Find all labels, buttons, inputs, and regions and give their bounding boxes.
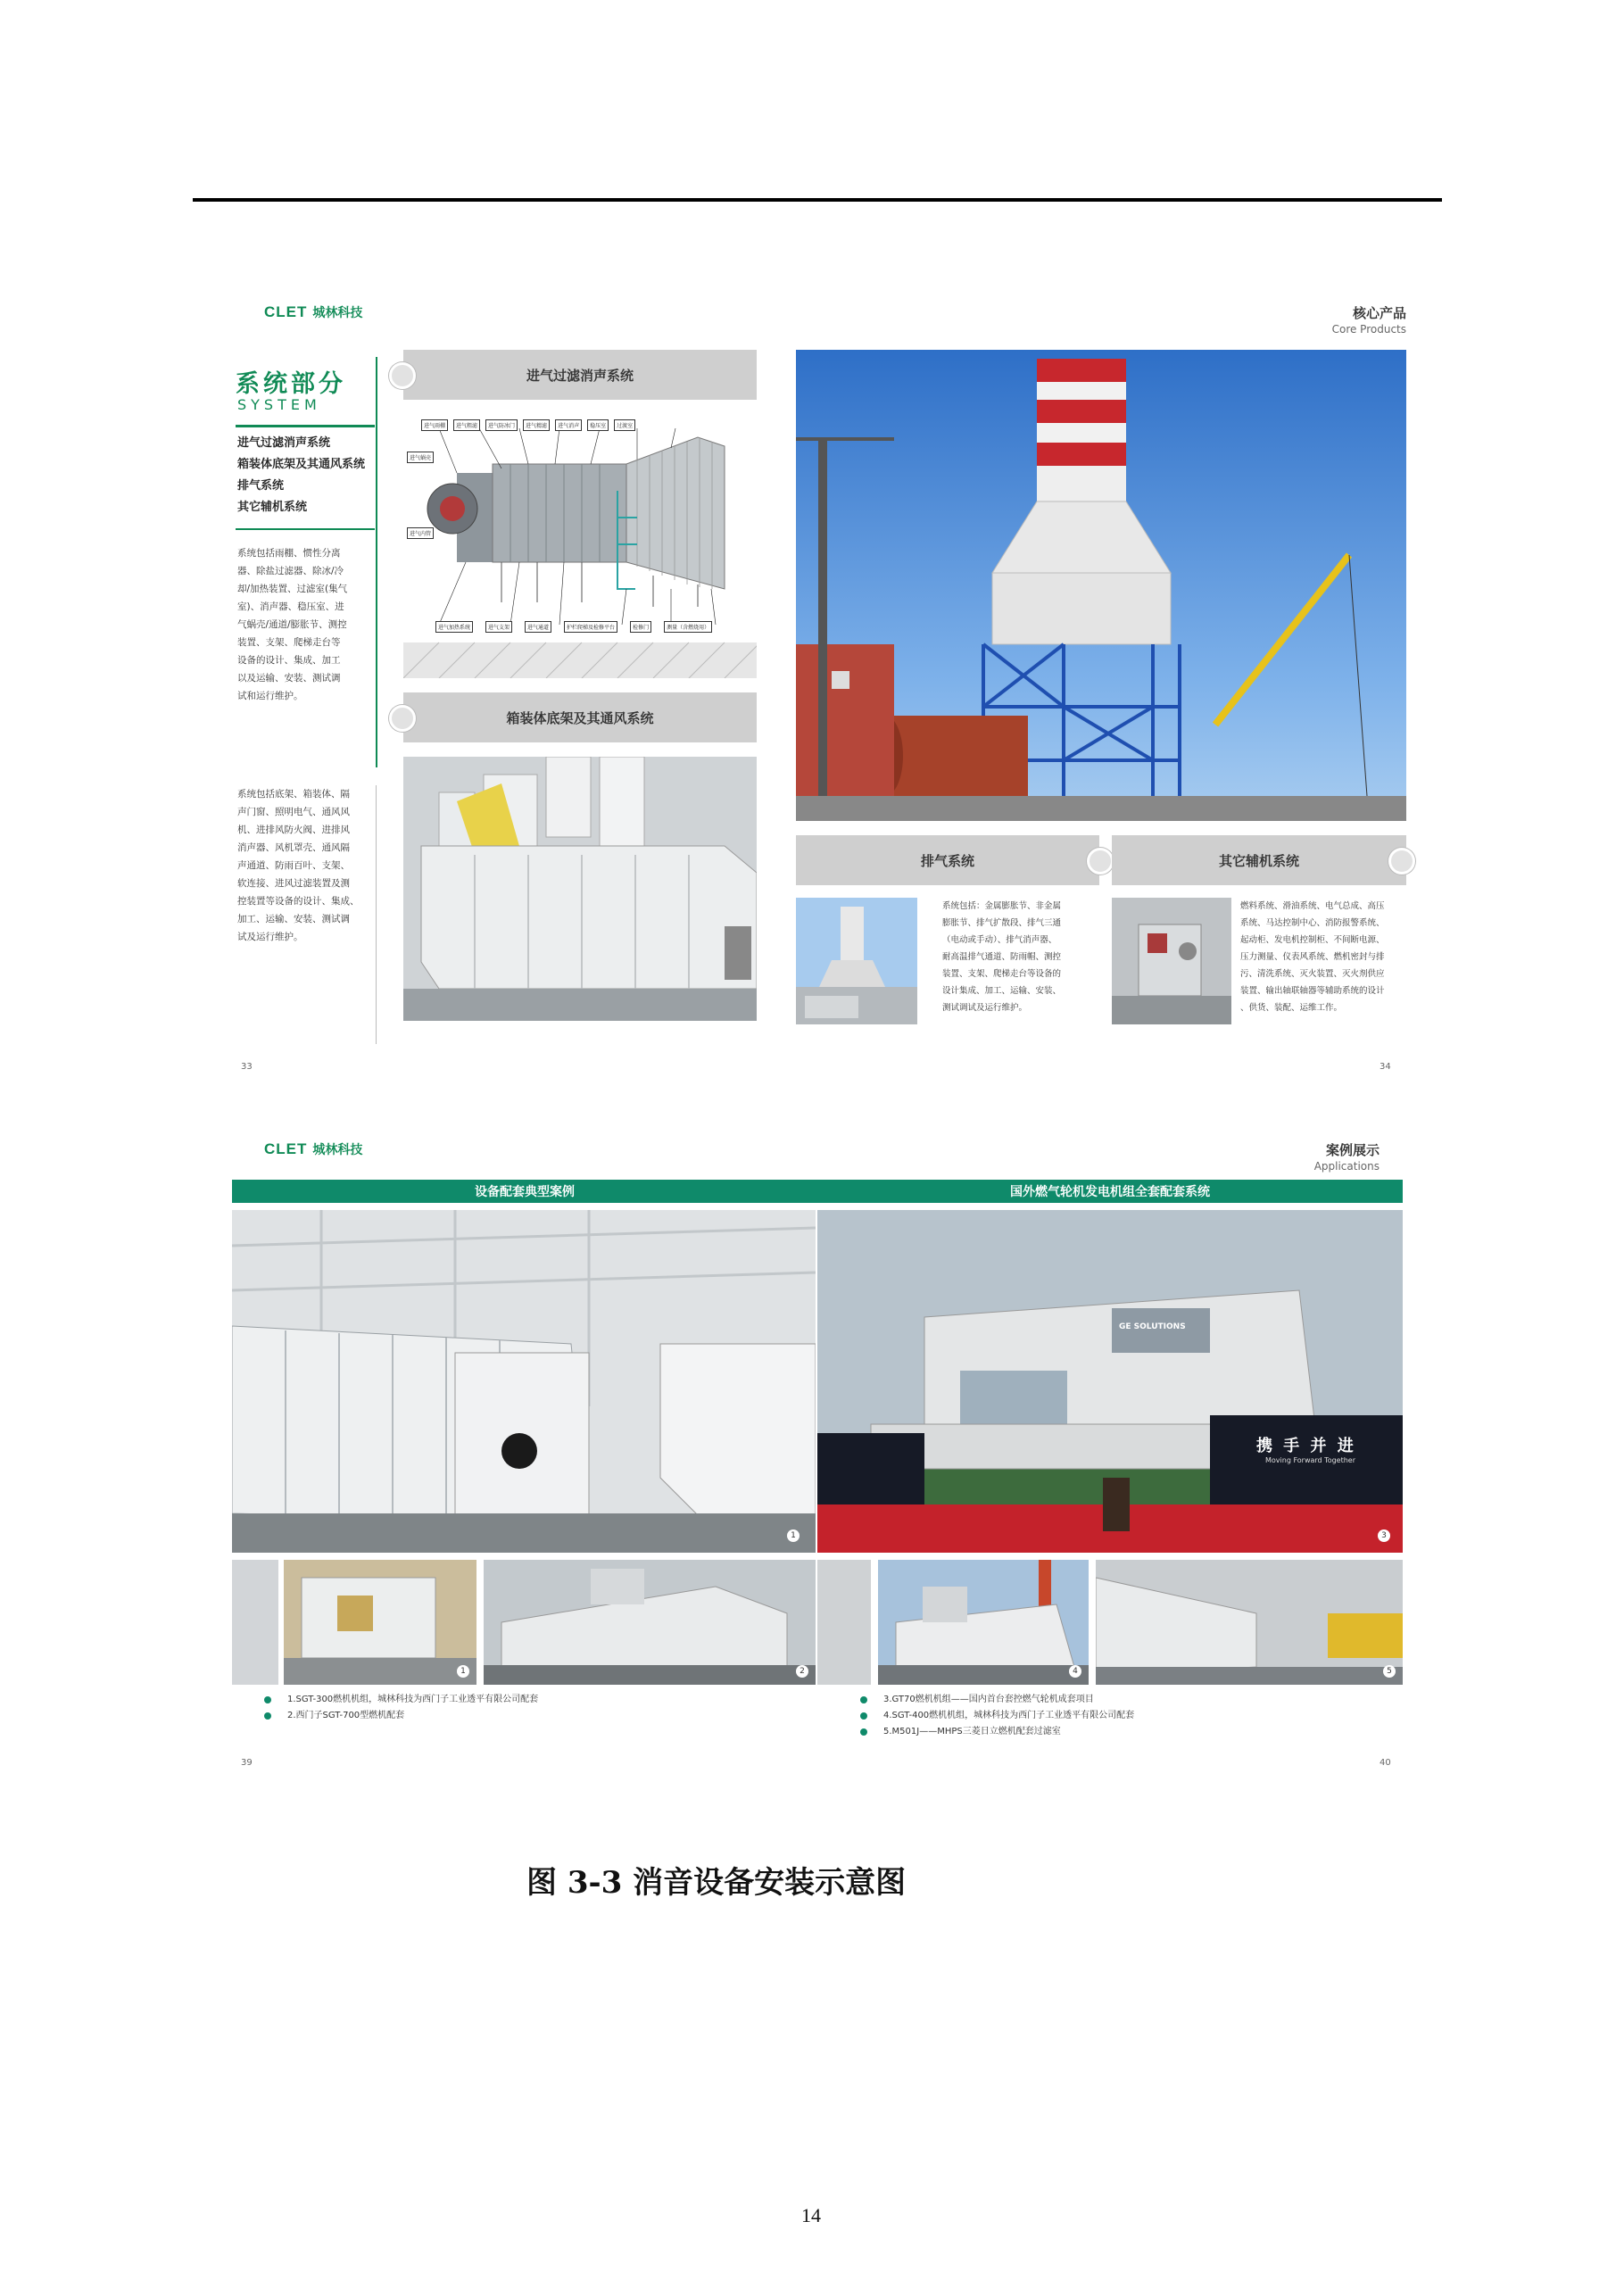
event-backdrop-title: 携 手 并 进 <box>1256 1437 1356 1455</box>
text-line: 系统、马达控制中心、消防报警系统、 <box>1240 918 1385 928</box>
band-intake-system <box>403 350 757 400</box>
caption-text: 1.SGT-300燃机机组，城林科技为西门子工业透平有限公司配套 <box>287 1695 539 1704</box>
logo-name: 城林科技 <box>312 1142 363 1156</box>
enclosure-description <box>237 785 371 946</box>
event-backdrop-subtitle: Moving Forward Together <box>1265 1456 1355 1464</box>
text-line: 试及运行维护。 <box>237 932 303 942</box>
exhaust-stack-drawing <box>796 350 1406 821</box>
band-label: 进气过滤消声系统 <box>526 367 634 384</box>
company-logo <box>264 1140 362 1158</box>
diagram-label: 进气雨棚 <box>421 419 448 431</box>
text-line: 却/加热装置、过滤室(集气 <box>237 584 348 594</box>
bullet-icon <box>264 1712 271 1720</box>
band-dot <box>389 362 416 389</box>
text-line: 控装置等设备的设计、集成、 <box>237 896 360 907</box>
text-line: 压力测量、仪表风系统、燃机密封与排 <box>1240 952 1385 962</box>
header-rule <box>193 198 1442 202</box>
diagram-labels-top <box>421 419 757 431</box>
captions-left <box>264 1692 764 1724</box>
caption-text: 4.SGT-400燃机机组，城林科技为西门子工业透平有限公司配套 <box>883 1711 1135 1720</box>
photo-number: 1 <box>787 1529 800 1542</box>
menu-item-aux: 其它辅机系统 <box>237 501 308 514</box>
text-line: 消声器、风机罩壳、通风隔 <box>237 842 350 853</box>
bar-overseas-systems <box>817 1180 1403 1203</box>
text-line: 系统包括雨棚、惯性分离 <box>237 548 341 559</box>
system-title: 系统部分 <box>236 370 346 398</box>
text-line: 装置、支架、爬梯走台等 <box>237 637 341 648</box>
brochure-spread-applications <box>228 1133 1406 1776</box>
exhaust-photo <box>796 898 917 1024</box>
exhaust-description <box>942 898 1103 1016</box>
bullet-icon <box>860 1696 867 1703</box>
divider <box>236 425 375 427</box>
company-logo <box>264 303 362 321</box>
text-line: 室)、消声器、稳压室、进 <box>237 601 344 612</box>
case-photo-3 <box>817 1210 1403 1553</box>
case-photo-4 <box>878 1560 1089 1685</box>
menu-item-enclosure: 箱装体底架及其通风系统 <box>237 458 366 471</box>
divider-vertical <box>376 785 377 1044</box>
diagram-labels-left <box>407 452 434 539</box>
diagram-label: 进气支架 <box>485 621 512 633</box>
diagram-label: 进气消声 <box>555 419 582 431</box>
bullet-icon <box>860 1712 867 1720</box>
diagram-label: 进气粗滤 <box>453 419 480 431</box>
caption-text: 3.GT70燃机机组——国内首台套控燃气轮机成套项目 <box>883 1695 1094 1704</box>
case-photo-4-drawing <box>878 1560 1089 1685</box>
band-dot <box>389 705 416 732</box>
enclosure-photo <box>403 757 757 1021</box>
band-dot <box>1388 848 1415 874</box>
intake-diagram <box>403 410 757 678</box>
bullet-icon <box>860 1728 867 1736</box>
figure-caption: 图 3-3 消音设备安装示意图 <box>526 1865 907 1901</box>
band-aux-system <box>1112 835 1406 885</box>
intake-description <box>237 544 371 705</box>
case-photo-3b <box>817 1560 871 1685</box>
caption-row <box>860 1708 1396 1724</box>
aux-photo-drawing <box>1112 898 1231 1024</box>
text-line: 测试调试及运行维护。 <box>942 1003 1028 1013</box>
text-line: 、供货、装配、运维工作。 <box>1240 1003 1343 1013</box>
text-line: 器、除盐过滤器、除冰/冷 <box>237 566 344 576</box>
case-photo-1b <box>284 1560 476 1685</box>
diagram-label: 进气通道 <box>525 621 551 633</box>
strip-gray-left <box>232 1560 278 1685</box>
text-line: 膨胀节、排气扩散段、排气三通 <box>942 918 1062 928</box>
diagram-label: 检修门 <box>630 621 651 633</box>
text-line: （电动或手动）、排气消声器、 <box>942 935 1057 945</box>
text-line: 以及运输、安装、测试调 <box>237 673 341 684</box>
text-line: 污、清洗系统、灭火装置、灭火剂供应 <box>1240 969 1385 979</box>
ge-solutions-sign: GE SOLUTIONS <box>1119 1322 1186 1331</box>
caption-row <box>860 1724 1396 1740</box>
captions-right <box>860 1692 1396 1740</box>
diagram-label: 护栏爬梯及检修平台 <box>564 621 617 633</box>
diagram-label: 过渡室 <box>614 419 635 431</box>
caption-text: 5.M501J——MHPS三菱日立燃机配套过滤室 <box>883 1727 1061 1737</box>
text-line: 设备的设计、集成、加工 <box>237 655 341 666</box>
case-photo-5-drawing <box>1096 1560 1403 1685</box>
text-line: 起动柜、发电机控制柜、不间断电源、 <box>1240 935 1385 945</box>
case-photo-5 <box>1096 1560 1403 1685</box>
page-number: 14 <box>801 2204 821 2226</box>
caption-row <box>264 1692 764 1708</box>
text-line: 系统包括底架、箱装体、隔 <box>237 789 350 800</box>
menu-item-exhaust: 排气系统 <box>237 479 285 493</box>
case-photo-1-drawing <box>232 1210 816 1553</box>
diagram-label: 进气加热系统 <box>435 621 473 633</box>
system-menu <box>237 433 380 518</box>
text-line: 装置、输出轴联轴器等辅助系统的设计 <box>1240 986 1385 996</box>
text-line: 装置、支架、爬梯走台等设备的 <box>942 969 1062 979</box>
text-line: 加工、运输、安装、测试调 <box>237 914 350 924</box>
diagram-label: 进气内管 <box>407 527 434 539</box>
bullet-icon <box>264 1696 271 1703</box>
divider <box>236 528 375 530</box>
text-line: 耐高温排气通道、防雨帽、测控 <box>942 952 1062 962</box>
menu-item-intake: 进气过滤消声系统 <box>237 436 331 450</box>
photo-number: 4 <box>1069 1665 1081 1678</box>
exhaust-stack-photo <box>796 350 1406 821</box>
section-header-cn: 案例展示 <box>1325 1142 1380 1158</box>
logo-name: 城林科技 <box>312 305 363 319</box>
photo-number: 1 <box>457 1665 469 1678</box>
text-line: 声门窗、照明电气、通风风 <box>237 807 350 817</box>
case-photo-1 <box>232 1210 816 1553</box>
band-label: 排气系统 <box>920 852 974 869</box>
page-number-right: 40 <box>1380 1758 1391 1768</box>
logo-mark: CLET <box>264 303 308 320</box>
case-photo-2-drawing <box>484 1560 816 1685</box>
system-title-en: SYSTEM <box>237 396 321 413</box>
band-label: 其它辅机系统 <box>1218 852 1299 869</box>
band-dot <box>1087 848 1114 874</box>
text-line: 系统包括：金属膨胀节、非金属 <box>942 901 1062 911</box>
text-line: 机、进排风防火阀、进排风 <box>237 825 350 835</box>
photo-number: 2 <box>796 1665 808 1678</box>
band-exhaust-system <box>796 835 1099 885</box>
caption-row <box>264 1708 764 1724</box>
band-enclosure-system <box>403 692 757 742</box>
diagram-label: 进气防冰门 <box>485 419 518 431</box>
bar-label: 设备配套典型案例 <box>475 1185 575 1199</box>
page-number-left: 33 <box>241 1062 253 1072</box>
exhaust-photo-drawing <box>796 898 917 1024</box>
bar-typical-cases <box>232 1180 817 1203</box>
case-photo-3-drawing <box>817 1210 1403 1553</box>
case-photo-1b-drawing <box>284 1560 476 1685</box>
diagram-label: 稳压室 <box>587 419 609 431</box>
page-number-right: 34 <box>1380 1062 1391 1072</box>
page-number-left: 39 <box>241 1758 253 1768</box>
section-header-cn: 核心产品 <box>1352 305 1406 321</box>
caption-row <box>860 1692 1396 1708</box>
photo-number: 3 <box>1378 1529 1390 1542</box>
text-line: 设计集成、加工、运输、安装、 <box>942 986 1062 996</box>
aux-description <box>1240 898 1406 1016</box>
text-line: 声通道、防雨百叶、支架、 <box>237 860 350 871</box>
diagram-label: 进气蜗壳 <box>407 452 434 463</box>
intake-diagram-drawing <box>403 410 757 678</box>
diagram-label: 测量（含燃烧用） <box>664 621 712 633</box>
section-header-en: Core Products <box>1331 323 1406 336</box>
section-header-en: Applications <box>1313 1160 1380 1173</box>
text-line: 燃料系统、滑油系统、电气总成、高压 <box>1240 901 1385 911</box>
caption-text: 2.西门子SGT-700型燃机配套 <box>287 1711 405 1720</box>
band-label: 箱装体底架及其通风系统 <box>506 709 654 726</box>
enclosure-photo-drawing <box>403 757 757 1021</box>
divider-vertical <box>376 357 377 767</box>
text-line: 软连接、进风过滤装置及测 <box>237 878 350 889</box>
bar-label: 国外燃气轮机发电机组全套配套系统 <box>1010 1185 1210 1199</box>
aux-photo <box>1112 898 1231 1024</box>
brochure-spread-system <box>228 286 1406 1089</box>
text-line: 气蜗壳/通道/膨胀节、测控 <box>237 619 347 630</box>
photo-number: 5 <box>1383 1665 1396 1678</box>
logo-mark: CLET <box>264 1140 308 1157</box>
diagram-label: 进气精滤 <box>523 419 550 431</box>
text-line: 试和运行维护。 <box>237 691 303 701</box>
case-photo-2 <box>484 1560 816 1685</box>
diagram-labels-bottom <box>435 621 757 633</box>
